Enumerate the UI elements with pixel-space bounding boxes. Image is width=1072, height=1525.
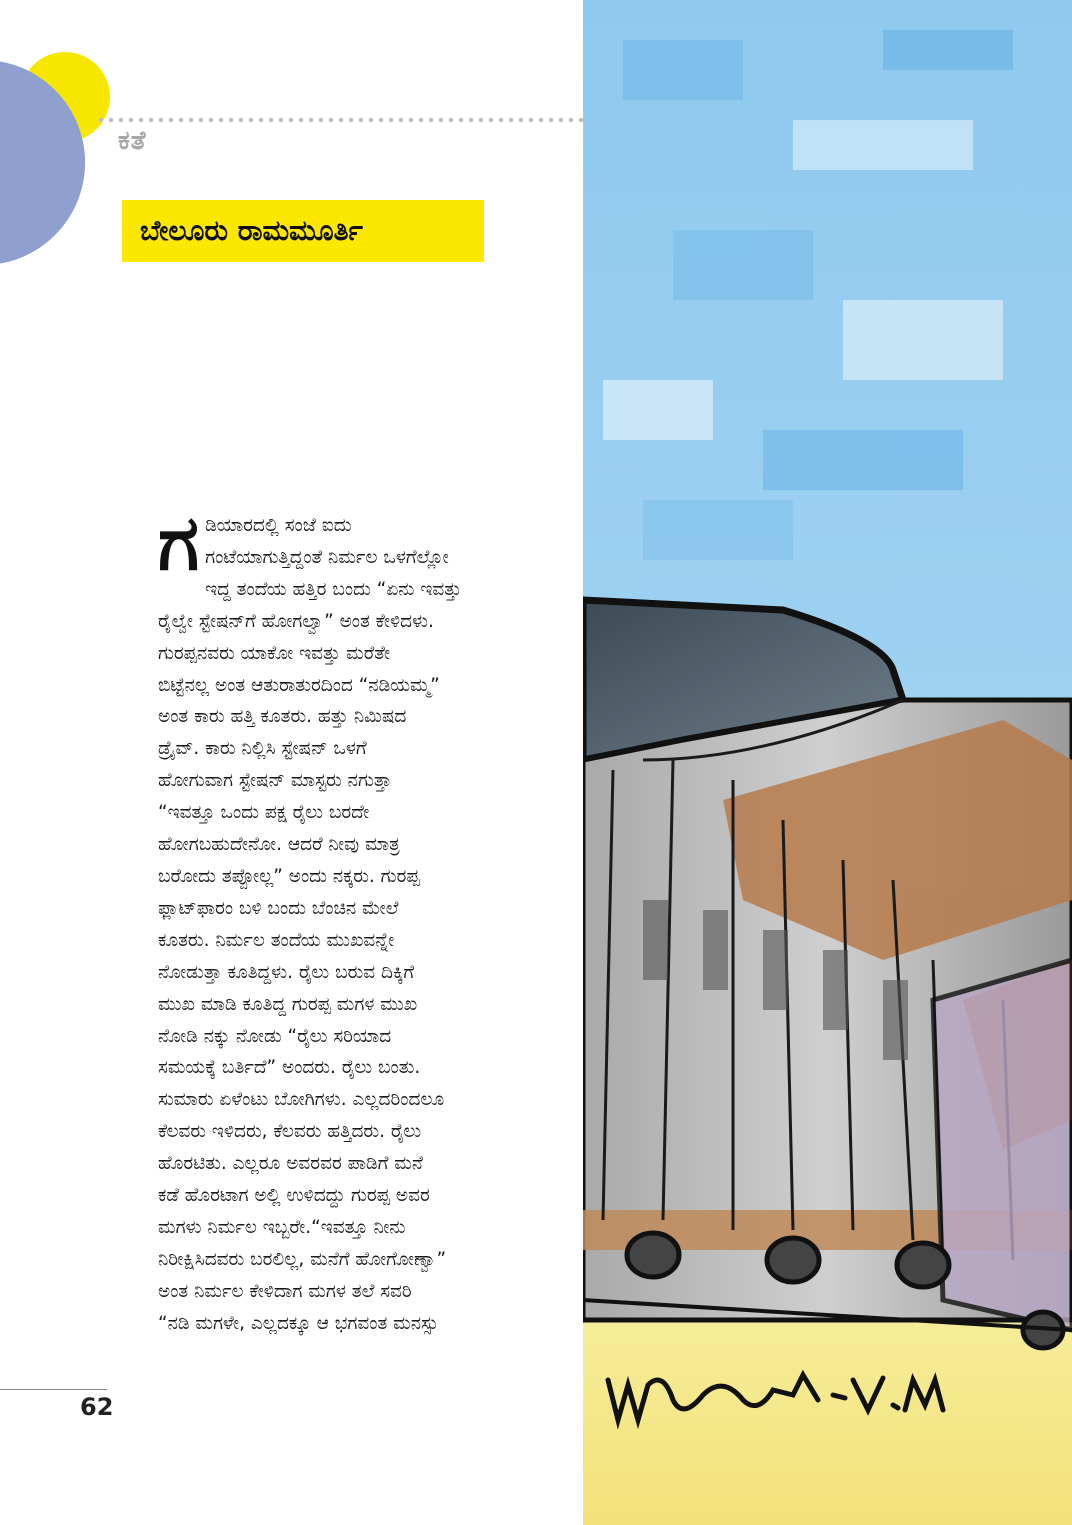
story-line: “ನಡಿ ಮಗಳೇ, ಎಲ್ಲದಕ್ಕೂ ಆ ಭಗವಂತ ಮನಸ್ಸು <box>158 1312 439 1334</box>
train-painting <box>583 0 1072 1525</box>
page-number-rule <box>0 1389 107 1390</box>
story-line: ಫ್ಲಾಟ್‌ಫಾರಂ ಬಳಿ ಬಂದು ಬೆಂಚಿನ ಮೇಲೆ <box>158 897 399 919</box>
drop-cap: ಗ <box>158 498 200 587</box>
story-line: ನೋಡಿ ನಕ್ಕು ನೋಡು “ರೈಲು ಸರಿಯಾದ <box>158 1025 392 1047</box>
author-banner <box>122 200 484 262</box>
story-line: ಹೋಗುವಾಗ ಸ್ಟೇಷನ್ ಮಾಸ್ಟರು ನಗುತ್ತಾ <box>158 770 392 792</box>
ground <box>583 1310 1072 1525</box>
story-line: ಅಂತ ಕಾರು ಹತ್ತಿ ಕೂತರು. ಹತ್ತು ನಿಮಿಷದ <box>158 706 407 728</box>
story-line: ಡ್ರೈವ್. ಕಾರು ನಿಲ್ಲಿಸಿ ಸ್ಟೇಷನ್ ಒಳಗೆ <box>158 738 367 760</box>
story-line: ಇದ್ದ ತಂದೆಯ ಹತ್ತಿರ ಬಂದು “ಏನು ಇವತ್ತು <box>205 578 462 600</box>
story-line: ಕೂತರು. ನಿರ್ಮಲ ತಂದೆಯ ಮುಖವನ್ನೇ <box>158 929 395 951</box>
story-line: ಅಂತ ನಿರ್ಮಲ ಕೇಳಿದಾಗ ಮಗಳ ತಲೆ ಸವರಿ <box>158 1280 412 1302</box>
section-label: ಕತೆ <box>118 126 147 156</box>
story-line: ಕಡೆ ಹೊರಟಾಗ ಅಲ್ಲಿ ಉಳಿದದ್ದು ಗುರಪ್ಪ ಅವರ <box>158 1185 430 1207</box>
story-line: ರೈಲ್ವೇ ಸ್ಟೇಷನ್‌ಗೆ ಹೋಗಲ್ವಾ” ಅಂತ ಕೇಳಿದಳು. <box>158 610 434 632</box>
train-illustration <box>583 0 1072 1525</box>
dotted-divider <box>96 117 596 123</box>
story-line: ಸಮಯಕ್ಕೆ ಬರ್ತಿದೆ” ಅಂದರು. ರೈಲು ಬಂತು. <box>158 1057 421 1079</box>
story-line: ಹೋಗಬಹುದೇನೋ. ಆದರೆ ನೀವು ಮಾತ್ರ <box>158 834 400 856</box>
story-line: ಗಂಟೆಯಾಗುತ್ತಿದ್ದಂತೆ ನಿರ್ಮಲ ಒಳಗೆಲ್ಲೋ <box>205 546 449 568</box>
story-text <box>158 498 578 1340</box>
story-line: ಕೆಲವರು ಇಳಿದರು, ಕೆಲವರು ಹತ್ತಿದರು. ರೈಲು <box>158 1121 422 1143</box>
story-line: ನೋಡುತ್ತಾ ಕೂತಿದ್ದಳು. ರೈಲು ಬರುವ ದಿಕ್ಕಿಗೆ <box>158 961 415 983</box>
story-line: ಗುರಪ್ಪನವರು ಯಾಕೋ ಇವತ್ತು ಮರೆತೇ <box>158 642 391 664</box>
story-line: ಡಿಯಾರದಲ್ಲಿ ಸಂಜೆ ಐದು <box>205 515 352 536</box>
train-front-panel <box>933 960 1072 1330</box>
story-line: ಮುಖ ಮಾಡಿ ಕೂತಿದ್ದ ಗುರಪ್ಪ ಮಗಳ ಮುಖ <box>158 993 418 1015</box>
story-line: ಮಗಳು ನಿರ್ಮಲ ಇಬ್ಬರೇ.“ಇವತ್ತೂ ನೀನು <box>158 1216 406 1238</box>
story-line: ಹೊರಟಿತು. ಎಲ್ಲರೂ ಅವರವರ ಪಾಡಿಗೆ ಮನೆ <box>158 1153 423 1175</box>
story-lines <box>158 498 578 1340</box>
story-line: ನಿರೀಕ್ಷಿಸಿದವರು ಬರಲಿಲ್ಲ, ಮನೆಗೆ ಹೋಗೋಣ್ವಾ” <box>158 1248 447 1270</box>
story-line: ಬರೋದು ತಪ್ಪೋಲ್ಲ” ಅಂದು ನಕ್ಕರು. ಗುರಪ್ಪ <box>158 865 420 887</box>
story-line: ಸುಮಾರು ಏಳೆಂಟು ಬೋಗಿಗಳು. ಎಲ್ಲದರಿಂದಲೂ <box>158 1089 445 1111</box>
story-line: “ಇವತ್ತೂ ಒಂದು ಪಕ್ಷ ರೈಲು ಬರದೇ <box>158 802 370 824</box>
story-line: ಬಿಟ್ಟೆನಲ್ಲ ಅಂತ ಆತುರಾತುರದಿಂದ “ನಡಿಯಮ್ಮ” <box>158 674 440 696</box>
author-name: ಬೇಲೂರು ರಾಮಮೂರ್ತಿ <box>140 214 363 247</box>
page-number: 62 <box>80 1393 114 1421</box>
